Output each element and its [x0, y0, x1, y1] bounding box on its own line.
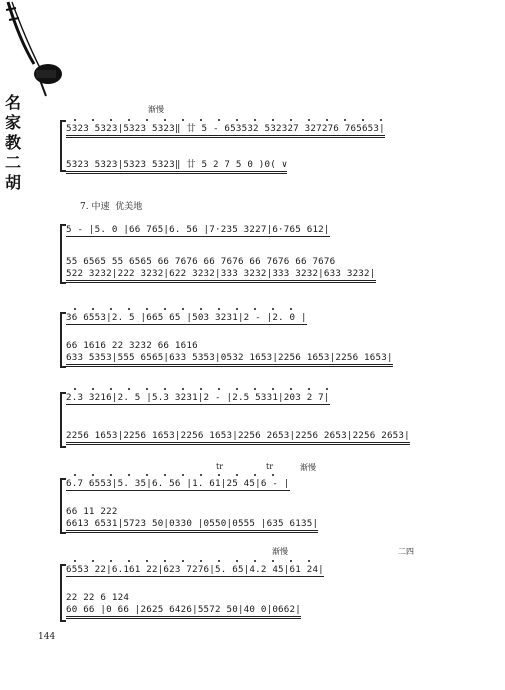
- erhu-illustration-icon: [0, 0, 70, 100]
- melody-staff: [66, 392, 494, 403]
- notation-text: 55 6565 55 6565 66 7676 66 7676 66 7676 66 7676: [66, 256, 336, 267]
- book-title-char: 胡: [4, 173, 21, 192]
- accompaniment-staff: [66, 352, 494, 363]
- notation-text: 522 3232|222 3232|622 3232|333 3232|333 3232|633 3232|: [66, 268, 376, 283]
- tempo-marking: 渐慢: [148, 105, 164, 114]
- notation-text: 66 11 222: [66, 506, 118, 517]
- book-title-char: 名: [4, 93, 21, 112]
- fingering-marking: 二四: [398, 547, 414, 556]
- accompaniment-staff: [66, 268, 494, 279]
- trill-marking: tr: [216, 462, 224, 471]
- section-heading: [80, 199, 142, 212]
- notation-text: 5323 5323|5323 5323‖ 廿 5 - 653532 532327 327276 765653|: [66, 123, 385, 138]
- notation-text: 5 - |5. 0 |66 765|6. 56 |7·235 3227|6·765 612|: [66, 224, 330, 235]
- notation-text: 22 22 6 124: [66, 592, 130, 603]
- notation-text: 5323 5323|5323 5323‖ 廿 5 2 7 5 0 )0( ∨: [66, 159, 287, 174]
- book-title: [2, 93, 24, 193]
- melody-staff: [66, 224, 494, 235]
- notation-text: 2256 1653|2256 1653|2256 1653|2256 2653|2256 2653|2256 2653|: [66, 430, 410, 445]
- accompaniment-upper: [66, 340, 494, 351]
- section-number: 7.: [80, 202, 89, 212]
- notation-text: 60 66 |0 66 |2625 6426|5572 50|40 0|0662|: [66, 604, 301, 619]
- notation-text: 633 5353|555 6565|633 5353|0532 1653|2256 1653|2256 1653|: [66, 352, 393, 367]
- section-tempo: 中速: [91, 202, 110, 212]
- accompaniment-staff: [66, 430, 494, 441]
- book-title-char: 教: [4, 133, 21, 152]
- accompaniment-upper: [66, 592, 494, 603]
- melody-staff: [66, 478, 494, 489]
- notation-text: 6613 6531|5723 50|0330 |0550|0555 |635 6135|: [66, 518, 318, 533]
- accompaniment-upper: [66, 506, 494, 517]
- notation-text: 2.3 3216|2. 5 |5.3 3231|2 - |2.5 5331|203 2 7|: [66, 392, 330, 403]
- page-number: 144: [38, 632, 56, 642]
- tempo-marking: 渐慢: [272, 547, 288, 556]
- accompaniment-upper: [66, 256, 494, 267]
- notation-text: 66 1616 22 3232 66 1616: [66, 340, 198, 351]
- tempo-marking: 渐慢: [300, 463, 316, 472]
- accompaniment-staff: [66, 156, 494, 170]
- notation-text: 6553 22|6.161 22|623 7276|5. 65|4.2 45|61 24|: [66, 564, 324, 575]
- accompaniment-staff: [66, 604, 494, 615]
- melody-staff: [66, 564, 494, 575]
- notation-text: 36 6553|2. 5 |665 65 |503 3231|2 - |2. 0 |: [66, 312, 307, 323]
- melody-staff: [66, 312, 494, 323]
- trill-marking: tr: [266, 462, 274, 471]
- accompaniment-staff: [66, 518, 494, 529]
- section-expression: 优美地: [115, 202, 143, 212]
- book-title-char: 二: [4, 153, 21, 172]
- notation-text: 6.7 6553|5. 35|6. 56 |1. 61|25 45|6 - |: [66, 478, 290, 489]
- melody-staff: [66, 120, 494, 134]
- book-title-char: 家: [4, 113, 21, 132]
